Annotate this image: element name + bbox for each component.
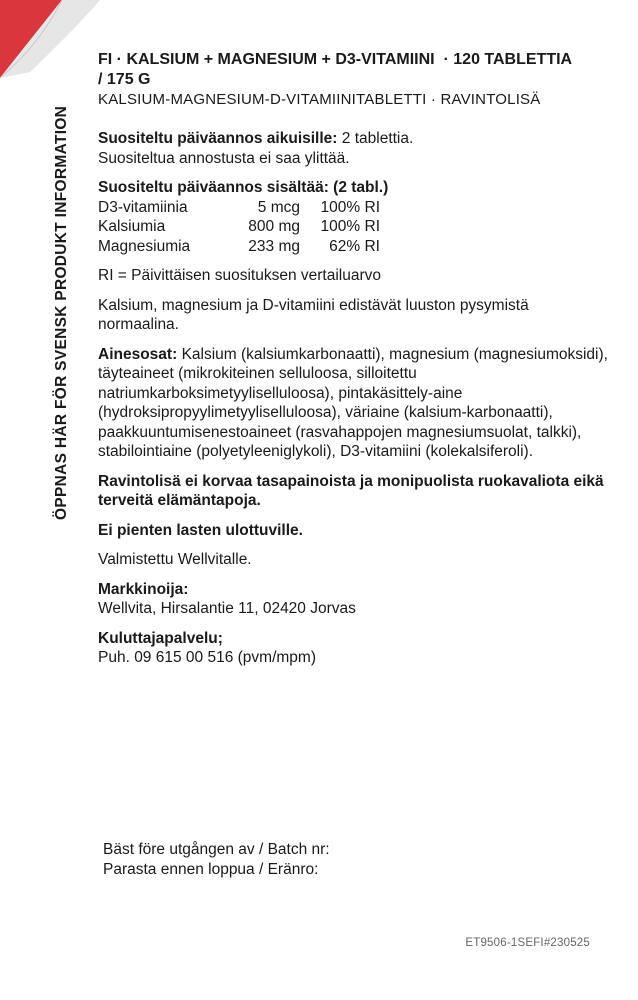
consumer-service-label: Kuluttajapalvelu; <box>98 629 223 647</box>
product-subtitle: KALSIUM-MAGNESIUM-D-VITAMIINITABLETTI · RAVINTOLISÄ <box>98 91 541 108</box>
batch-line-2: Parasta ennen loppua / Eränro: <box>103 861 319 878</box>
product-code: ET9506-1SEFI#230525 <box>465 937 590 949</box>
title-line-1: FI · KALSIUM + MAGNESIUM + D3-VITAMIINI · 120 TABLETTIA <box>98 51 573 68</box>
dose-warning: Suositeltua annostusta ei saa ylittää. <box>98 149 350 167</box>
side-opening-text: ÖPPNAS HÄR FÖR SVENSK PRODUKT INFORMATION <box>53 105 70 520</box>
dose-section <box>98 129 608 168</box>
nutrient-ri: 100% RI <box>320 218 380 235</box>
ingredients-label: Ainesosat: <box>98 345 178 363</box>
ingredients-section <box>98 345 608 462</box>
nutrient-name: D3-vitamiinia <box>98 198 188 216</box>
nutrient-name: Magnesiumia <box>98 237 191 255</box>
table-row <box>98 237 380 257</box>
marketer-label: Markkinoija: <box>98 580 189 598</box>
marketer-address: Wellvita, Hirsalantie 11, 02420 Jorvas <box>98 600 356 617</box>
nutrient-amount: 800 mg <box>248 218 300 235</box>
consumer-service-phone: Puh. 09 615 00 516 (pvm/mpm) <box>98 649 316 666</box>
consumer-service-section <box>98 629 608 668</box>
ingredients-text: Kalsium (kalsiumkarbonaatti), magnesium (magnesiumoksidi), täyteaineet (mikrokiteinen selluloosa, silloitettu natriumkarboksimetyyliselluloosa), pintakäsittely-aine (hydroksipropyylimetyyliselluloosa), väriaine (kalsium-karbonaatti), paakkuuntumisenestoaineet (rasvahappojen magnesiumsuolat, talkki), stabilointiaine (polyetyleeniglykoli), D3-vitamiini (kolekalsiferoli). <box>98 345 608 460</box>
nutrient-name: Kalsiumia <box>98 218 166 235</box>
batch-info <box>103 840 330 880</box>
label-content <box>98 50 608 678</box>
product-title <box>98 50 608 90</box>
nutrition-heading: Suositeltu päiväannos sisältää: (2 tabl.) <box>98 179 389 196</box>
nutrient-ri: 62% RI <box>329 237 380 255</box>
children-warning: Ei pienten lasten ulottuville. <box>98 521 303 539</box>
supplement-notice: Ravintolisä ei korvaa tasapainoista ja monipuolista ruokavaliota eikä terveitä elämäntapoja. <box>98 472 604 509</box>
ri-note: RI = Päivittäisen suosituksen vertailuarvo <box>98 267 382 284</box>
title-line-2: / 175 G <box>98 71 151 88</box>
marketer-section <box>98 580 608 619</box>
table-row <box>98 198 380 218</box>
table-row <box>98 217 380 237</box>
nutrient-amount: 5 mcg <box>257 198 300 216</box>
nutrient-amount: 233 mg <box>248 237 300 255</box>
dose-value: 2 tablettia. <box>341 130 414 147</box>
nutrition-table <box>98 198 380 257</box>
manufacturer-note: Valmistettu Wellvitalle. <box>98 551 252 568</box>
dose-label: Suositeltu päiväannos aikuisille: <box>98 130 338 147</box>
batch-line-1: Bäst före utgången av / Batch nr: <box>103 841 330 858</box>
nutrient-ri: 100% RI <box>320 198 380 216</box>
health-claim: Kalsium, magnesium ja D-vitamiini edistävät luuston pysymistä normaalina. <box>98 296 529 333</box>
